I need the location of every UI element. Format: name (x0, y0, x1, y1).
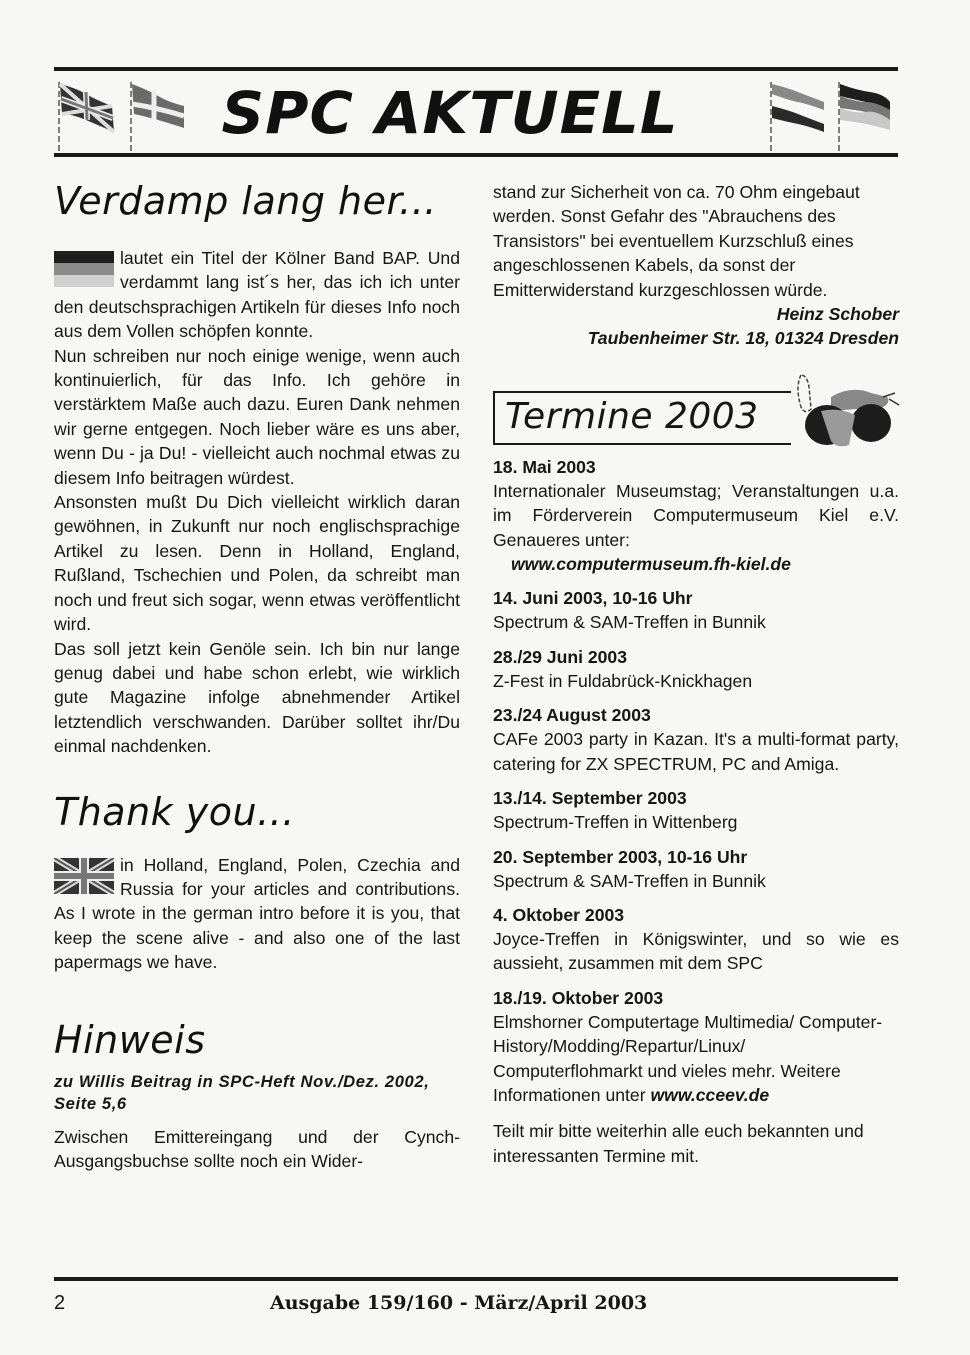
section-heading-hinweis: Hinweis (54, 1017, 206, 1062)
footer-rule (54, 1277, 898, 1281)
paragraph: in Holland, England, Polen, Czechia and Russia for your articles and contributions. As I wrote in the german intro before it is you, that keep the scene alive - and also one of the last papermags we have. (54, 854, 460, 973)
closing-text: Teilt mir bitte weiterhin alle euch bekannten und interessanten Termine mit. (493, 1121, 864, 1166)
uk-flag-icon (56, 80, 116, 156)
paragraph: lautet ein Titel der Kölner Band BAP. Und verdammt lang ist´s her, das ich ich unter den deutschsprachigen Artikeln für dieses Info noch aus dem Vollen schöpfen konnte. (54, 248, 460, 342)
event-item (493, 703, 899, 776)
header-top-rule (54, 67, 898, 71)
event-text-body: Elmshorner Computertage Multimedia/ Computer-History/Modding/Repartur/Linux/ Computerflohmarkt und vieles mehr. Weitere Informationen unter (493, 1011, 883, 1105)
header-title: SPC AKTUELL (221, 79, 679, 147)
uk-flag-icon (54, 858, 114, 899)
paragraph: stand zur Sicherheit von ca. 70 Ohm eingebaut werden. Sonst Gefahr des "Abrauchens des Transistors" bei eventuellem Kurzschluß eines angeschlossenen Kabels, da sonst der Emitterwiderstand kurzgeschlossen würde. (493, 182, 860, 300)
event-date: 4. Oktober 2003 (493, 904, 625, 925)
termine-title-box (493, 391, 897, 445)
paragraph: Zwischen Emittereingang und der Cynch-Ausgangsbuchse sollte noch ein Wider- (54, 1126, 460, 1171)
section-subheading: zu Willis Beitrag in SPC-Heft Nov./Dez. 2002, Seite 5,6 (54, 1071, 430, 1113)
page-number: 2 (54, 1292, 66, 1314)
event-item (493, 586, 899, 634)
section-heading-thank-you: Thank you... (54, 789, 295, 834)
left-column (54, 178, 460, 1173)
paragraph: Ansonsten mußt Du Dich vielleicht wirklich daran gewöhnen, in Zukunft nur noch englischsprachige Artikel zu lesen. Denn in Holland, England, Rußland, Tschechien und Polen, da schreibt man noch und freut sich sogar, wenn etwas veröffentlicht wird. (54, 492, 460, 635)
author-address: Taubenheimer Str. 18, 01324 Dresden (587, 328, 899, 349)
event-item (493, 986, 899, 1108)
paragraph: Das soll jetzt kein Genöle sein. Ich bin nur lange genug dabei und habe schon erlebt, wie wirklich gute Magazine infolge abnehmender Artikel letztendlich verschwanden. Darüber solltet ihr/Du einmal nachdenken. (54, 638, 460, 757)
event-text: Spectrum & SAM-Treffen in Bunnik (493, 612, 766, 633)
event-text: CAFe 2003 party in Kazan. It's a multi-format party, catering for ZX SPECTRUM, PC and Amiga. (493, 729, 899, 774)
germany-flag-icon (836, 80, 896, 156)
event-date: 28./29 Juni 2003 (493, 646, 627, 667)
event-date: 13./14. September 2003 (493, 788, 687, 809)
footer-issue: Ausgabe 159/160 - März/April 2003 (270, 1292, 648, 1314)
termine-title: Termine 2003 (505, 395, 759, 437)
event-item (493, 786, 899, 834)
event-text: Spectrum & SAM-Treffen in Bunnik (493, 870, 766, 891)
right-column (493, 180, 899, 1168)
event-date: 18. Mai 2003 (493, 456, 596, 477)
section-heading-verdamp: Verdamp lang her... (54, 179, 437, 223)
event-text (493, 1010, 899, 1108)
event-link[interactable]: www.computermuseum.fh-kiel.de (511, 554, 791, 575)
denmark-flag-icon (128, 80, 188, 156)
event-item (493, 903, 899, 976)
event-text: Z-Fest in Fuldabrück-Knickhagen (493, 670, 753, 691)
author-name: Heinz Schober (776, 304, 899, 325)
car-cartoon-icon (791, 367, 901, 458)
event-item (493, 845, 899, 893)
event-date: 20. September 2003, 10-16 Uhr (493, 846, 748, 867)
paragraph: Nun schreiben nur noch einige wenige, wenn auch kontinuierlich, für das Info. Ich gehöre in verstärktem Maße auch dazu. Euren Dank nehmen wir gerne entgegen. Noch lieber wäre es uns aber, wenn Du - ja Du! - vielleicht auch nochmal etwas zu diesem Info beitragen würdest. (54, 345, 460, 488)
event-text: Internationaler Museumstag; Veranstaltungen u.a. im Förderverein Computermuseum Kiel e.V. Genaueres unter: (493, 480, 899, 550)
event-link[interactable]: www.cceev.de (650, 1084, 770, 1105)
termine-closing (493, 1119, 899, 1168)
netherlands-flag-icon (768, 80, 828, 156)
event-item (493, 455, 899, 577)
event-date: 18./19. Oktober 2003 (493, 987, 664, 1008)
event-text: Joyce-Treffen in Königswinter, und so wie es aussieht, zusammen mit dem SPC (493, 928, 899, 974)
event-text: Spectrum-Treffen in Wittenberg (493, 812, 738, 833)
germany-flag-icon (54, 251, 114, 292)
event-date: 14. Juni 2003, 10-16 Uhr (493, 588, 693, 609)
event-date: 23./24 August 2003 (493, 705, 651, 726)
event-item (493, 645, 899, 693)
